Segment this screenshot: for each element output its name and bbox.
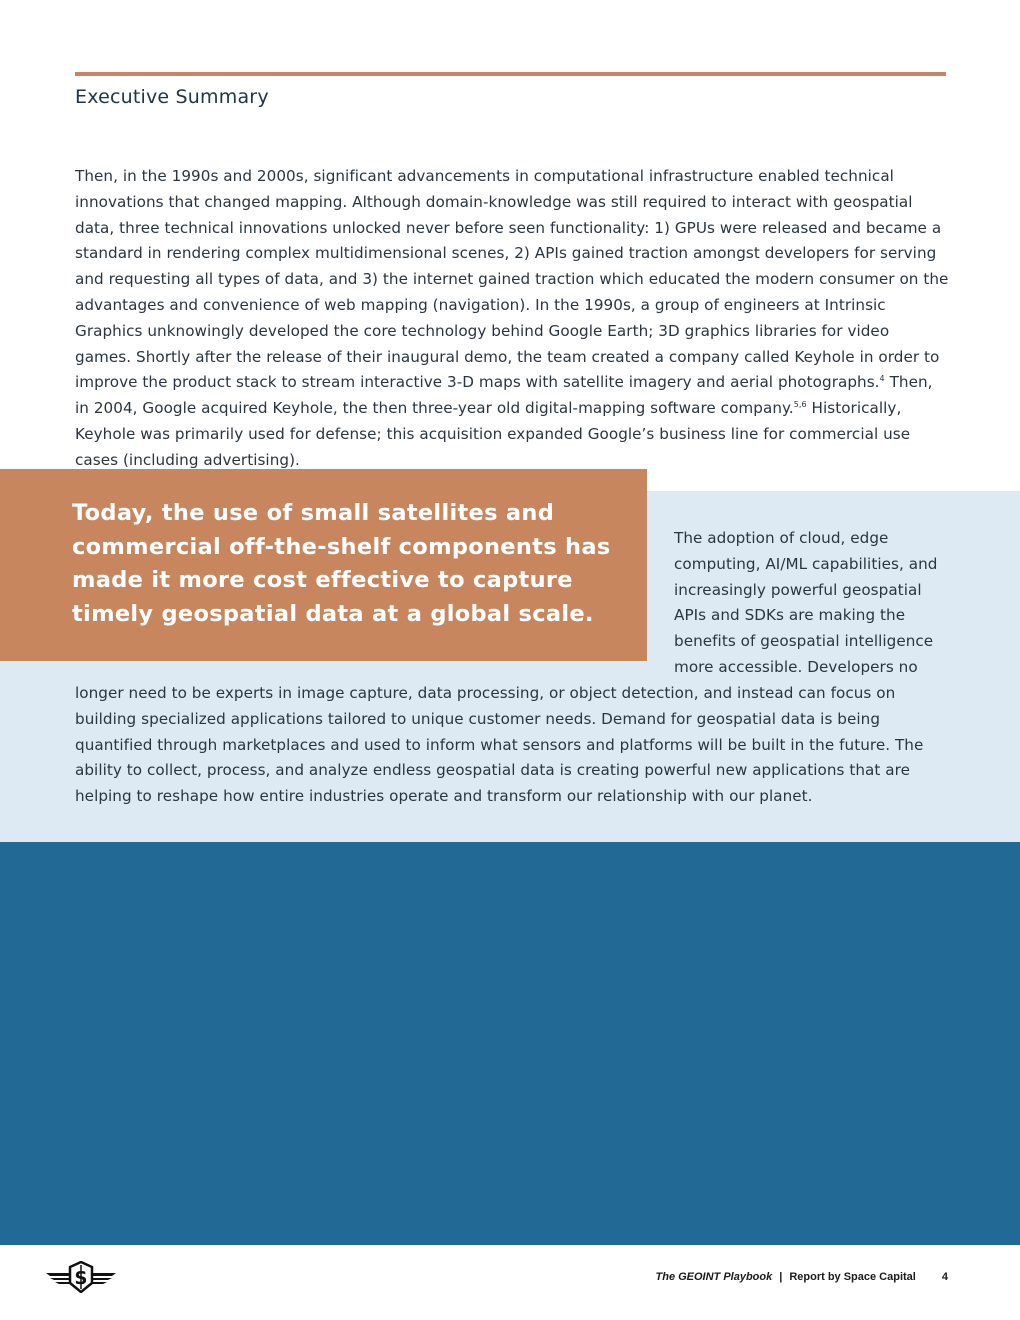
footnote-ref-5-6[interactable]: 5,6 [793,400,807,410]
footer-separator: | [779,1271,783,1283]
page-number: 4 [941,1271,948,1283]
section-title: Executive Summary [75,86,269,108]
svg-text:S: S [74,1268,88,1289]
image-placeholder-block [0,842,1020,1245]
publication-title: The GEOINT Playbook [655,1271,773,1283]
intro-paragraph-part-a: Then, in the 1990s and 2000s, significant advancements in computational infrastructure enabled technical innovations that changed mapping. Although domain-knowledge was still required to interact with geospatial data, three technical innovations unlocked never before seen functionality: 1) GPUs were released and became a standard in rendering complex multidimensional scenes, 2) APIs gained traction amongst developers for serving and requesting all types of data, and 3) the internet gained traction which educated the modern consumer on the advantages and convenience of web mapping (navigation). In the 1990s, a group of engineers at Intrinsic Graphics unknowingly developed the core technology behind Google Earth; 3D graphics libraries for video games. Shortly after the release of their inaugural demo, the team created a company called Keyhole in order to improve the product stack to stream interactive 3-D maps with satellite imagery and aerial photographs. [75,167,949,392]
body-paragraph-main: longer need to be experts in image capture, data processing, or object detection, and instead can focus on building specialized applications tailored to unique customer needs. Demand for geospatial data is being quantified through marketplaces and used to inform what sensors and platforms will be built in the future. The ability to collect, process, and analyze endless geospatial data is creating powerful new applications that are helping to reshape how entire industries operate and transform our relationship with our planet. [75,684,924,806]
intro-paragraph-part-c: Historically, Keyhole was primarily used for defense; this acquisition expanded Google’s business line for commercial use cases (including advertising). [75,399,911,469]
body-paragraph-side: The adoption of cloud, edge computing, AI/ML capabilities, and increasingly powerful geospatial APIs and SDKs are making the benefits of geospatial intelligence more accessible. Developers no [674,529,938,676]
intro-paragraph-part-b: Then, in 2004, Google acquired Keyhole, the then three-year old digital-mapping software company. [75,373,933,418]
footnote-ref-4[interactable]: 4 [879,374,885,384]
intro-paragraph [75,164,950,474]
pull-quote-text: Today, the use of small satellites and commercial off-the-shelf components has made it more cost effective to capture timely geospatial data at a global scale. [72,500,611,627]
footer-byline: Report by Space Capital [789,1271,916,1283]
page-footer [656,1271,949,1283]
space-capital-logo-icon [44,1261,118,1293]
top-accent-rule [75,72,946,76]
